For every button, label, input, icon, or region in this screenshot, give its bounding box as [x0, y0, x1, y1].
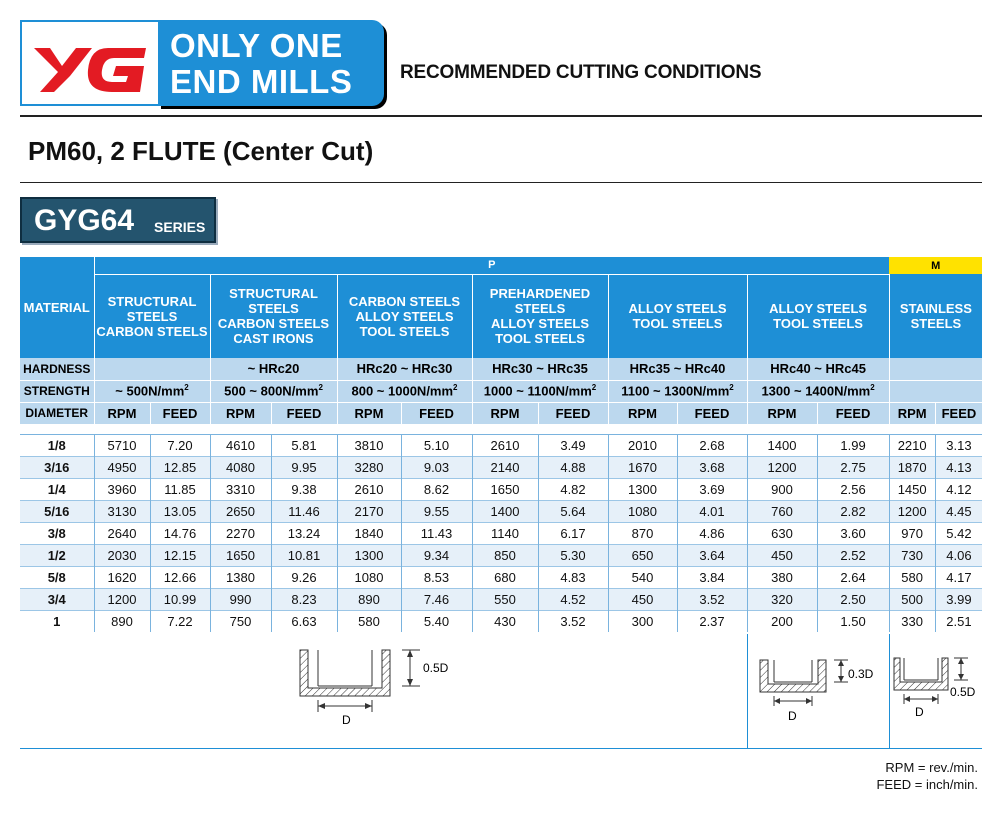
- feed-cell: 4.88: [538, 457, 608, 479]
- diameter-cell: 3/16: [20, 457, 94, 479]
- rpm-cell: 2210: [889, 435, 935, 457]
- table-row: [20, 501, 982, 523]
- feed-header: FEED: [817, 402, 889, 424]
- rpm-cell: 890: [94, 611, 150, 633]
- rpm-cell: 630: [747, 523, 817, 545]
- rpm-cell: 970: [889, 523, 935, 545]
- product-title: PM60, 2 FLUTE (Center Cut): [28, 136, 374, 166]
- rpm-cell: 430: [472, 611, 538, 633]
- material-cell: [94, 274, 210, 358]
- material-cell: [337, 274, 472, 358]
- data-rows: [20, 435, 982, 633]
- material-line: STRUCTURAL: [229, 286, 318, 302]
- feed-cell: 4.13: [935, 457, 982, 479]
- yg-logo-icon: [32, 36, 152, 96]
- diameter-cell: 5/8: [20, 567, 94, 589]
- feed-cell: 2.68: [677, 435, 747, 457]
- feed-header: FEED: [677, 402, 747, 424]
- rpm-cell: 1870: [889, 457, 935, 479]
- rpm-cell: 3280: [337, 457, 401, 479]
- feed-cell: 5.40: [401, 611, 472, 633]
- rpm-cell: 5710: [94, 435, 150, 457]
- rpm-header: RPM: [472, 402, 538, 424]
- feed-cell: 11.46: [271, 501, 337, 523]
- material-header: MATERIAL: [20, 257, 94, 358]
- rpm-header: RPM: [210, 402, 271, 424]
- feed-cell: 3.13: [935, 435, 982, 457]
- feed-cell: 6.17: [538, 523, 608, 545]
- rpm-cell: 4610: [210, 435, 271, 457]
- table-row: [20, 545, 982, 567]
- rpm-cell: 380: [747, 567, 817, 589]
- rpm-cell: 450: [608, 589, 677, 611]
- diameter-cell: 5/16: [20, 501, 94, 523]
- hardness-label: HARDNESS: [20, 358, 94, 380]
- feed-cell: 9.03: [401, 457, 472, 479]
- feed-cell: 12.66: [150, 567, 210, 589]
- rpm-cell: 1080: [608, 501, 677, 523]
- feed-cell: 2.37: [677, 611, 747, 633]
- material-cell: [608, 274, 747, 358]
- series-badge: [20, 197, 216, 243]
- feed-cell: 2.64: [817, 567, 889, 589]
- feed-note: FEED = inch/min.: [876, 777, 978, 792]
- rpm-cell: 1650: [210, 545, 271, 567]
- feed-cell: 7.20: [150, 435, 210, 457]
- rpm-header: RPM: [889, 402, 935, 424]
- feed-cell: 2.51: [935, 611, 982, 633]
- rpm-cell: 540: [608, 567, 677, 589]
- tagline-line1: ONLY ONE: [170, 27, 343, 64]
- strength-value: ~ $500N/mm^2$: [94, 380, 210, 402]
- feed-cell: 4.82: [538, 479, 608, 501]
- feed-cell: 9.34: [401, 545, 472, 567]
- table-row: [20, 611, 982, 633]
- material-line: STEELS: [910, 316, 962, 331]
- feed-cell: 13.24: [271, 523, 337, 545]
- rpm-header: RPM: [94, 402, 150, 424]
- material-line: STAINLESS: [899, 301, 972, 316]
- width-label: D: [915, 705, 924, 719]
- material-line: STEELS: [126, 308, 178, 324]
- column-header-row: [20, 402, 982, 424]
- diameter-header: DIAMETER: [20, 402, 94, 424]
- feed-cell: 1.99: [817, 435, 889, 457]
- rpm-cell: 200: [747, 611, 817, 633]
- feed-cell: 3.84: [677, 567, 747, 589]
- rpm-cell: 650: [608, 545, 677, 567]
- material-line: ALLOY STEELS: [355, 308, 454, 324]
- strength-value: 1300 ~ $1400N/mm^2$: [747, 380, 889, 402]
- feed-cell: 1.50: [817, 611, 889, 633]
- material-cell: [889, 274, 982, 358]
- diameter-cell: 1/4: [20, 479, 94, 501]
- feed-cell: 11.43: [401, 523, 472, 545]
- feed-cell: 10.81: [271, 545, 337, 567]
- feed-header: FEED: [150, 402, 210, 424]
- feed-cell: 7.46: [401, 589, 472, 611]
- slot-diagram-shallow: [752, 650, 887, 730]
- material-line: TOOL STEELS: [495, 331, 585, 347]
- feed-cell: 3.52: [538, 611, 608, 633]
- feed-header: FEED: [271, 402, 337, 424]
- rpm-cell: 2610: [472, 435, 538, 457]
- feed-cell: 5.42: [935, 523, 982, 545]
- rpm-cell: 850: [472, 545, 538, 567]
- diameter-cell: 1/2: [20, 545, 94, 567]
- feed-cell: 8.53: [401, 567, 472, 589]
- feed-cell: 4.12: [935, 479, 982, 501]
- rpm-cell: 730: [889, 545, 935, 567]
- rpm-cell: 870: [608, 523, 677, 545]
- feed-header: FEED: [401, 402, 472, 424]
- series-name: GYG64: [34, 204, 135, 237]
- material-cell: [472, 274, 608, 358]
- table-row: [20, 523, 982, 545]
- rpm-cell: 2140: [472, 457, 538, 479]
- feed-cell: 3.64: [677, 545, 747, 567]
- rpm-cell: 1080: [337, 567, 401, 589]
- rpm-cell: 1140: [472, 523, 538, 545]
- rpm-cell: 1400: [747, 435, 817, 457]
- hardness-value: ~ HRc20: [210, 358, 337, 380]
- material-line: TOOL STEELS: [773, 316, 863, 332]
- rpm-cell: 1840: [337, 523, 401, 545]
- material-line: TOOL STEELS: [632, 316, 723, 332]
- feed-cell: 5.64: [538, 501, 608, 523]
- rpm-cell: 680: [472, 567, 538, 589]
- material-line: CARBON STEELS: [348, 293, 461, 309]
- rpm-cell: 2650: [210, 501, 271, 523]
- header-rule: [20, 115, 982, 117]
- material-line: CARBON STEELS: [96, 323, 208, 339]
- material-cell: [747, 274, 889, 358]
- rpm-cell: 580: [337, 611, 401, 633]
- depth-label: 0.3D: [848, 667, 874, 681]
- strength-value: [889, 380, 982, 402]
- table-row: [20, 457, 982, 479]
- rpm-cell: 2640: [94, 523, 150, 545]
- rpm-cell: 1300: [337, 545, 401, 567]
- material-line: ALLOY STEELS: [769, 301, 868, 317]
- material-line: ALLOY STEELS: [628, 301, 727, 317]
- slot-diagram-half-depth-small: [890, 650, 982, 730]
- rpm-cell: 1670: [608, 457, 677, 479]
- strength-value: 1000 ~ $1100N/mm^2$: [472, 380, 608, 402]
- rpm-cell: 4080: [210, 457, 271, 479]
- material-line: STRUCTURAL: [107, 293, 197, 309]
- table-row: [20, 567, 982, 589]
- rpm-cell: 2170: [337, 501, 401, 523]
- feed-cell: 6.63: [271, 611, 337, 633]
- rpm-note: RPM = rev./min.: [885, 760, 978, 775]
- material-line: TOOL STEELS: [359, 323, 450, 339]
- feed-cell: 2.56: [817, 479, 889, 501]
- rpm-cell: 450: [747, 545, 817, 567]
- rpm-cell: 320: [747, 589, 817, 611]
- width-label: D: [342, 713, 351, 727]
- feed-cell: 4.01: [677, 501, 747, 523]
- slot-diagram-half-depth: [290, 640, 490, 730]
- rpm-cell: 2010: [608, 435, 677, 457]
- material-line: ALLOY STEELS: [491, 316, 589, 332]
- material-line: STEELS: [248, 301, 299, 317]
- feed-cell: 4.83: [538, 567, 608, 589]
- table-row: [20, 435, 982, 457]
- material-line: PREHARDENED: [489, 286, 591, 302]
- rpm-cell: 550: [472, 589, 538, 611]
- cutting-conditions-table: [20, 257, 982, 632]
- table-row: [20, 589, 982, 611]
- feed-cell: 7.22: [150, 611, 210, 633]
- feed-cell: 3.99: [935, 589, 982, 611]
- diameter-cell: 3/8: [20, 523, 94, 545]
- rpm-header: RPM: [608, 402, 677, 424]
- rpm-cell: 1650: [472, 479, 538, 501]
- rpm-cell: 1620: [94, 567, 150, 589]
- rpm-cell: 3810: [337, 435, 401, 457]
- material-line: CAST IRONS: [233, 331, 314, 347]
- feed-cell: 4.17: [935, 567, 982, 589]
- rpm-cell: 900: [747, 479, 817, 501]
- rpm-cell: 1380: [210, 567, 271, 589]
- rpm-cell: 1200: [94, 589, 150, 611]
- table-row: [20, 479, 982, 501]
- hardness-value: [889, 358, 982, 380]
- rpm-cell: 760: [747, 501, 817, 523]
- hardness-value: HRc30 ~ HRc35: [472, 358, 608, 380]
- rpm-header: RPM: [747, 402, 817, 424]
- depth-label: 0.5D: [950, 685, 976, 699]
- rpm-cell: 750: [210, 611, 271, 633]
- strength-label: STRENGTH: [20, 380, 94, 402]
- feed-cell: 2.52: [817, 545, 889, 567]
- rpm-cell: 1450: [889, 479, 935, 501]
- feed-cell: 8.23: [271, 589, 337, 611]
- logo-mark-panel: [20, 20, 160, 106]
- feed-cell: 9.55: [401, 501, 472, 523]
- rpm-header: RPM: [337, 402, 401, 424]
- material-line: STEELS: [514, 301, 566, 317]
- diameter-cell: 1: [20, 611, 94, 633]
- feed-cell: 5.10: [401, 435, 472, 457]
- feed-cell: 4.86: [677, 523, 747, 545]
- rpm-cell: 990: [210, 589, 271, 611]
- feed-cell: 8.62: [401, 479, 472, 501]
- feed-cell: 3.49: [538, 435, 608, 457]
- strength-value: 500 ~ $800N/mm^2$: [210, 380, 337, 402]
- title-rule: [20, 182, 982, 183]
- diameter-cell: 3/4: [20, 589, 94, 611]
- diameter-cell: 1/8: [20, 435, 94, 457]
- feed-cell: 14.76: [150, 523, 210, 545]
- diagram-divider: [747, 634, 748, 748]
- depth-label: 0.5D: [423, 661, 449, 675]
- feed-cell: 9.26: [271, 567, 337, 589]
- feed-cell: 12.15: [150, 545, 210, 567]
- feed-cell: 2.82: [817, 501, 889, 523]
- feed-cell: 3.69: [677, 479, 747, 501]
- tagline-panel: [158, 20, 384, 106]
- rpm-cell: 330: [889, 611, 935, 633]
- hardness-value: HRc35 ~ HRc40: [608, 358, 747, 380]
- feed-cell: 3.60: [817, 523, 889, 545]
- rpm-cell: 1300: [608, 479, 677, 501]
- feed-cell: 3.68: [677, 457, 747, 479]
- rpm-cell: 1200: [747, 457, 817, 479]
- rpm-cell: 2030: [94, 545, 150, 567]
- rpm-cell: 3130: [94, 501, 150, 523]
- feed-cell: 4.06: [935, 545, 982, 567]
- strength-value: 800 ~ $1000N/mm^2$: [337, 380, 472, 402]
- feed-cell: 3.52: [677, 589, 747, 611]
- feed-cell: 5.30: [538, 545, 608, 567]
- feed-cell: 12.85: [150, 457, 210, 479]
- rpm-cell: 1200: [889, 501, 935, 523]
- feed-cell: 13.05: [150, 501, 210, 523]
- rpm-cell: 890: [337, 589, 401, 611]
- feed-cell: 2.75: [817, 457, 889, 479]
- feed-cell: 10.99: [150, 589, 210, 611]
- feed-cell: 9.95: [271, 457, 337, 479]
- feed-cell: 11.85: [150, 479, 210, 501]
- hardness-value: [94, 358, 210, 380]
- rpm-cell: 500: [889, 589, 935, 611]
- feed-cell: 4.45: [935, 501, 982, 523]
- rpm-cell: 2270: [210, 523, 271, 545]
- strength-value: 1100 ~ $1300N/mm^2$: [608, 380, 747, 402]
- rpm-cell: 3960: [94, 479, 150, 501]
- feed-cell: 2.50: [817, 589, 889, 611]
- material-row: [20, 274, 982, 358]
- brand-logo: [20, 20, 384, 106]
- rpm-cell: 300: [608, 611, 677, 633]
- feed-header: FEED: [538, 402, 608, 424]
- series-suffix: SERIES: [154, 219, 206, 235]
- feed-cell: 5.81: [271, 435, 337, 457]
- width-label: D: [788, 709, 797, 723]
- page-title: RECOMMENDED CUTTING CONDITIONS: [400, 62, 762, 83]
- material-cell: [210, 274, 337, 358]
- rpm-cell: 2610: [337, 479, 401, 501]
- feed-header: FEED: [935, 402, 982, 424]
- hardness-row: [20, 358, 982, 380]
- group-m-header: M: [889, 257, 982, 274]
- tagline-line2: END MILLS: [170, 63, 353, 100]
- rpm-cell: 580: [889, 567, 935, 589]
- feed-cell: 4.52: [538, 589, 608, 611]
- group-p-header: P: [94, 257, 889, 274]
- feed-cell: 9.38: [271, 479, 337, 501]
- rpm-cell: 3310: [210, 479, 271, 501]
- rpm-cell: 4950: [94, 457, 150, 479]
- material-line: CARBON STEELS: [217, 316, 330, 332]
- hardness-value: HRc20 ~ HRc30: [337, 358, 472, 380]
- strength-row: [20, 380, 982, 402]
- rpm-cell: 1400: [472, 501, 538, 523]
- hardness-value: HRc40 ~ HRc45: [747, 358, 889, 380]
